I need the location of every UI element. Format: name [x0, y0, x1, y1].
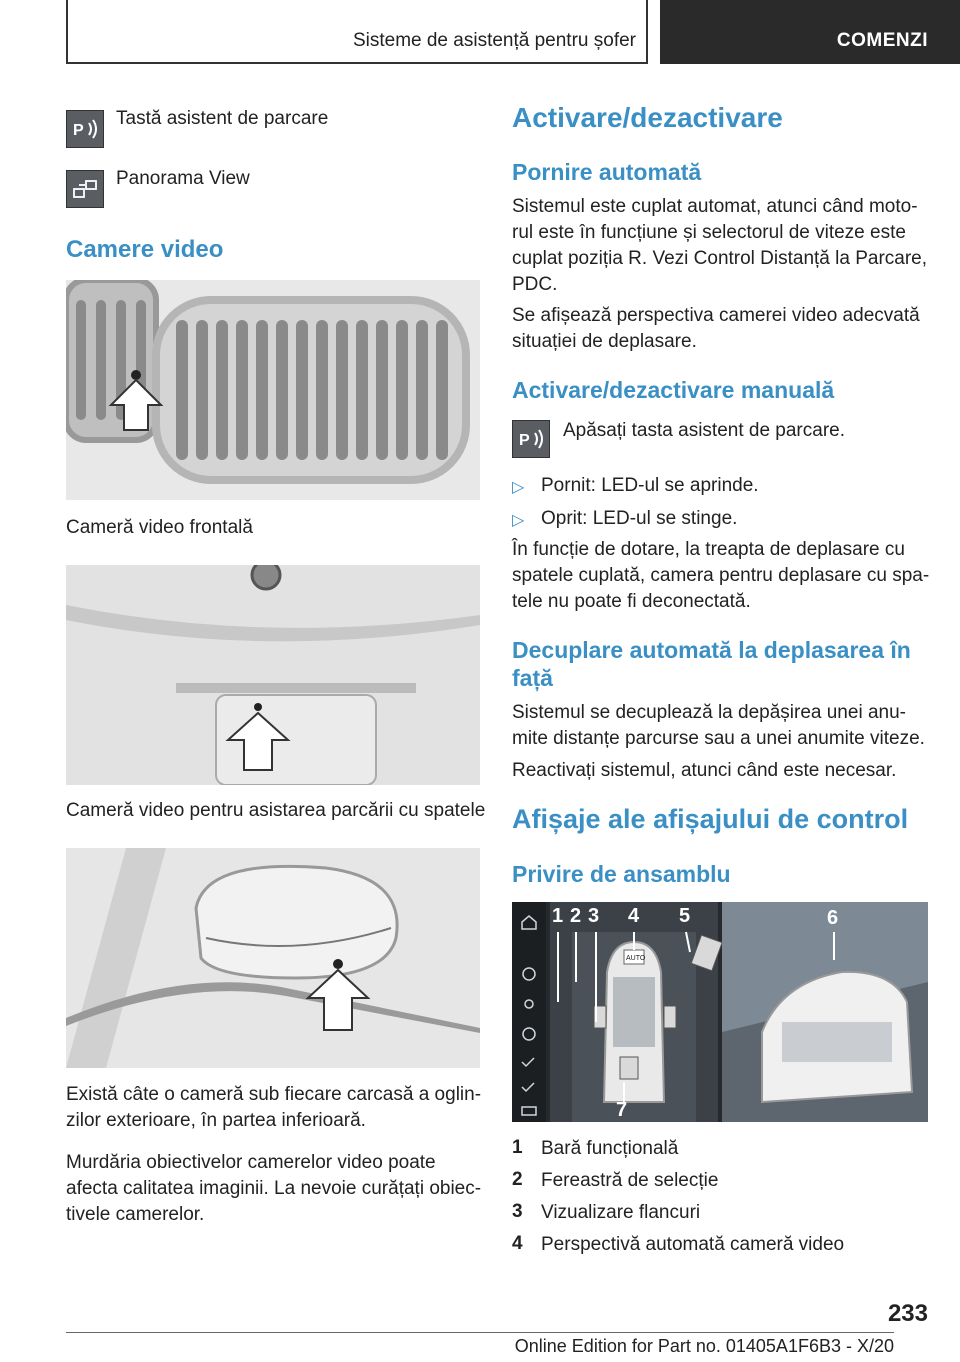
- list-item-2: Fereastră de selecție: [541, 1170, 719, 1191]
- equip-text-2: spatele cuplată, camera pentru deplasare cu spa-: [512, 565, 930, 586]
- section-title: Sisteme de asistență pentru șofer: [352, 30, 636, 51]
- svg-text:P: P: [519, 432, 530, 449]
- bullet-off: Oprit: LED-ul se stinge.: [541, 508, 738, 529]
- caption-front-camera: Cameră video frontală: [66, 517, 253, 538]
- caption-mirror-2: zilor exterioare, în partea inferioară.: [66, 1110, 366, 1131]
- perspective-text-1: Se afișează perspectiva camerei video adecvată: [512, 305, 920, 326]
- heading-display: Afișaje ale afișajului de control: [512, 804, 909, 834]
- perspective-text-2: situației de deplasare.: [512, 331, 697, 352]
- bullet-glyph: ▷: [512, 512, 525, 529]
- heading-decouple-1: Decuplare automată la deplasarea în: [512, 637, 911, 663]
- list-item-4: Perspectivă automată cameră video: [541, 1234, 845, 1255]
- auto-text-4: PDC.: [512, 274, 558, 295]
- rear-camera-photo: [66, 565, 480, 785]
- chapter-tab-label: COMENZI: [836, 30, 928, 51]
- dirt-note-2: afecta calitatea imaginii. La nevoie curățați obiec-: [66, 1178, 482, 1199]
- heading-activation: Activare/dezactivare: [512, 102, 783, 133]
- manual-text: Apăsați tasta asistent de parcare.: [563, 420, 845, 441]
- reactivate-text: Reactivați sistemul, atunci când este necesar.: [512, 760, 897, 781]
- list-item-1: Bară funcțională: [541, 1138, 679, 1159]
- mirror-camera-photo: [66, 848, 480, 1068]
- dirt-note-3: tivele camerelor.: [66, 1204, 205, 1225]
- list-num-2: 2: [512, 1169, 523, 1190]
- list-num-4: 4: [512, 1233, 523, 1254]
- front-camera-photo: [66, 280, 480, 500]
- heading-auto-start: Pornire automată: [512, 159, 702, 185]
- page-number: 233: [887, 1300, 928, 1327]
- screen-label-5: 5: [679, 905, 691, 927]
- icon-label-panorama: Panorama View: [116, 168, 250, 189]
- footer-edition: Online Edition for Part no. 01405A1F6B3 - X/20: [514, 1336, 894, 1356]
- equip-text-3: tele nu poate fi deconectată.: [512, 591, 751, 612]
- auto-text-1: Sistemul este cuplat automat, atunci când moto-: [512, 196, 918, 217]
- caption-rear-camera: Cameră video pentru asistarea parcării cu spatele: [66, 800, 486, 821]
- auto-text-2: rul este în funcțiune și selectorul de viteze este: [512, 222, 906, 243]
- list-item-3: Vizualizare flancuri: [541, 1202, 701, 1223]
- screen-label-3: 3: [588, 905, 600, 927]
- heading-overview: Privire de ansamblu: [512, 861, 731, 887]
- decouple-text-1: Sistemul se decuplează la depășirea unei anu-: [512, 702, 906, 723]
- panorama-view-icon: [66, 170, 104, 208]
- bullet-on: Pornit: LED-ul se aprinde.: [541, 475, 759, 496]
- screen-auto-label: AUTO: [626, 955, 646, 962]
- screen-label-6: 6: [827, 907, 839, 929]
- screen-label-4: 4: [628, 905, 640, 927]
- screen-label-2: 2: [570, 905, 582, 927]
- list-num-3: 3: [512, 1201, 523, 1222]
- screen-label-7: 7: [616, 1099, 628, 1121]
- caption-mirror-1: Există câte o cameră sub fiecare carcasă a oglin-: [66, 1084, 482, 1105]
- control-display-image: [512, 902, 928, 1122]
- parking-assistant-icon: [512, 420, 550, 458]
- parking-assistant-icon: [66, 110, 104, 148]
- decouple-text-2: mite distanțe parcurse sau a unei anumite viteze.: [512, 728, 925, 749]
- heading-decouple-2: față: [512, 665, 553, 691]
- footer-divider: [66, 1332, 894, 1333]
- list-num-1: 1: [512, 1137, 523, 1158]
- svg-text:P: P: [73, 122, 84, 139]
- icon-label-parking: Tastă asistent de parcare: [116, 108, 329, 129]
- auto-text-3: cuplat poziția R. Vezi Control Distanță la Parcare,: [512, 248, 928, 269]
- heading-camere-video: Camere video: [66, 236, 224, 263]
- bullet-glyph: ▷: [512, 479, 525, 496]
- heading-manual: Activare/dezactivare manuală: [512, 377, 835, 403]
- screen-label-1: 1: [552, 905, 564, 927]
- equip-text-1: În funcție de dotare, la treapta de deplasare cu: [512, 539, 905, 560]
- dirt-note-1: Murdăria obiectivelor camerelor video poate: [66, 1152, 436, 1173]
